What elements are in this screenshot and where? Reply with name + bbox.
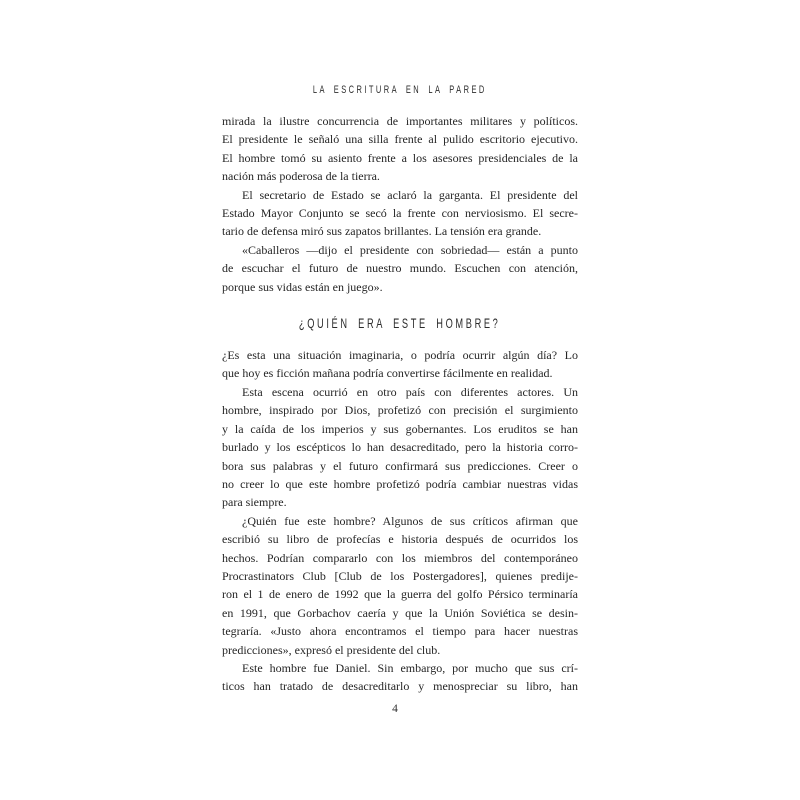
text-line: y la caída de los imperios y sus gobernantes. Los eruditos se han [222, 421, 578, 436]
paragraphs-before-heading [222, 112, 578, 296]
text-line: Esta escena ocurrió en otro país con diferentes actores. Un [242, 384, 578, 399]
text-line: Estado Mayor Conjunto se secó la frente con nerviosismo. El secre- [222, 206, 578, 221]
paragraph [222, 112, 578, 186]
text-line: porque sus vidas están en juego». [222, 279, 383, 294]
page-number: 4 [392, 703, 398, 715]
text-line: El presidente le señaló una silla frente al pulido escritorio ejecutivo. [222, 132, 578, 147]
text-line: Este hombre fue Daniel. Sin embargo, por mucho que sus crí- [242, 660, 578, 675]
text-line: mirada la ilustre concurrencia de importantes militares y políticos. [222, 114, 578, 128]
paragraph [222, 659, 578, 696]
text-line: predicciones», expresó el presidente del club. [222, 642, 441, 657]
text-line: hechos. Podrían compararlo con los miembros del contemporáneo [222, 550, 578, 565]
text-line: «Caballeros —dijo el presidente con sobriedad— están a punto [242, 242, 578, 257]
section-heading [222, 316, 578, 332]
text-line: ticos han tratado de desacreditarlo y menospreciar su libro, han [222, 679, 578, 694]
text-line: ¿Quién fue este hombre? Algunos de sus críticos afirman que [242, 513, 578, 528]
paragraph [222, 512, 578, 659]
text-line: no creer lo que este hombre profetizó podría cambiar nuestras vidas [222, 476, 578, 491]
paragraph [222, 241, 578, 296]
text-line: bora sus palabras y el futuro confirmará sus predicciones. Creer o [222, 458, 578, 473]
text-line: nación más poderosa de la tierra. [222, 169, 380, 184]
text-line: en 1991, que Gorbachov caería y que la Unión Soviética se desin- [222, 605, 578, 620]
text-line: tegraría. «Justo ahora encontramos el tiempo para hacer nuestras [222, 624, 578, 639]
text-line: hombre, inspirado por Dios, profetizó con precisión el surgimiento [222, 403, 578, 418]
paragraph [222, 346, 578, 383]
text-line: El secretario de Estado se aclaró la garganta. El presidente del [242, 187, 578, 202]
section-heading-text: ¿QUIÉN ERA ESTE HOMBRE? [299, 315, 501, 332]
text-line: que hoy es ficción mañana podría convertirse fácilmente en realidad. [222, 366, 553, 381]
paragraphs-after-heading [222, 346, 578, 696]
text-line: burlado y los escépticos lo han desacreditado, pero la historia corro- [222, 440, 578, 455]
paragraph [222, 383, 578, 512]
running-header-text: LA ESCRITURA EN LA PARED [313, 84, 487, 96]
body-text-column [222, 112, 578, 696]
text-line: El hombre tomó su asiento frente a los asesores presidenciales de la [222, 150, 578, 165]
text-line: escribió su libro de profecías e historia después de ocurridos los [222, 532, 578, 547]
text-line: ron el 1 de enero de 1992 que la guerra del golfo Pérsico terminaría [222, 587, 578, 602]
paragraph [222, 186, 578, 241]
text-line: ¿Es esta una situación imaginaria, o podría ocurrir algún día? Lo [222, 348, 578, 363]
running-header [222, 83, 578, 96]
text-line: tario de defensa miró sus zapatos brillantes. La tensión era grande. [222, 224, 542, 239]
text-line: Procrastinators Club [Club de los Postergadores], quienes predije- [222, 568, 578, 583]
text-line: para siempre. [222, 495, 287, 510]
text-line: de escuchar el futuro de nuestro mundo. Escuchen con atención, [222, 261, 578, 276]
